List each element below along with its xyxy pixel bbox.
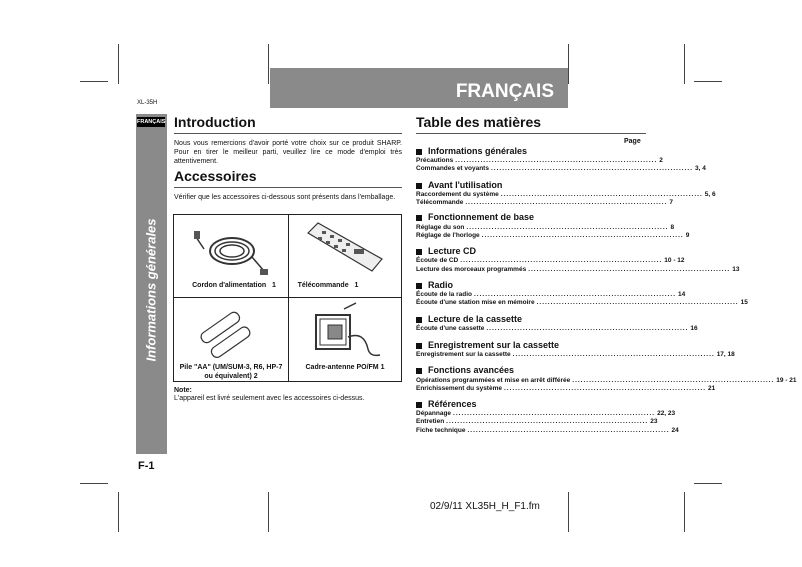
crop-mark	[268, 44, 269, 84]
model-number: XL-35H	[137, 100, 158, 106]
crop-mark	[684, 44, 685, 84]
toc-entry[interactable]: Enrichissement du système ........................................................................ 21	[416, 385, 716, 392]
divider	[174, 133, 402, 134]
note-text: L'appareil est livré seulement avec les accessoires ci-dessus.	[174, 395, 365, 402]
footer-file-info: 02/9/11 XL35H_H_F1.fm	[430, 501, 540, 512]
toc-section-title: Radio	[416, 280, 453, 290]
toc-section-title: Références	[416, 399, 477, 409]
crop-mark	[118, 492, 119, 532]
crop-mark	[568, 492, 569, 532]
sidebar-section-title: Informations générales	[143, 218, 159, 362]
toc-section-title: Enregistrement sur la cassette	[416, 340, 559, 350]
toc-heading: Table des matières	[416, 114, 542, 130]
toc-entry[interactable]: Précautions ........................................................................ 2	[416, 157, 663, 164]
toc-entry[interactable]: Écoute de la radio ........................................................................ 14	[416, 291, 686, 298]
accessory-label-power-cord: Cordon d'alimentation 1	[192, 282, 276, 289]
toc-entry[interactable]: Entretien ........................................................................ 23	[416, 418, 658, 425]
remote-control-icon	[304, 219, 384, 275]
accessory-label-batteries: Pile "AA" (UM/SUM-3, R6, HP-7 ou équivalent) 2	[179, 364, 283, 380]
loop-antenna-icon	[304, 301, 384, 359]
crop-mark	[694, 483, 722, 484]
toc-entry[interactable]: Réglage de l'horloge ........................................................................ 9	[416, 232, 690, 239]
crop-mark	[684, 492, 685, 532]
toc-section-title: Fonctions avancées	[416, 365, 514, 375]
toc-entry[interactable]: Dépannage ........................................................................ 22, 23	[416, 410, 676, 417]
crop-mark	[568, 44, 569, 84]
power-cord-icon	[194, 221, 274, 281]
toc-entry[interactable]: Fiche technique ........................................................................ 24	[416, 427, 679, 434]
accessory-label-antenna: Cadre-antenne PO/FM 1	[305, 364, 385, 371]
crop-mark	[80, 483, 108, 484]
toc-section-title: Informations générales	[416, 146, 527, 156]
language-banner: FRANÇAIS	[270, 68, 568, 108]
accessories-text: Vérifier que les accessoires ci-dessous sont présents dans l'emballage.	[174, 194, 396, 201]
toc-entry[interactable]: Opérations programmées et mise en arrêt différée ........................................................................ 19 - 21	[416, 377, 797, 384]
crop-mark	[268, 492, 269, 532]
toc-entry[interactable]: Réglage du son ........................................................................ 8	[416, 224, 675, 231]
sidebar-language-tag: FRANÇAIS	[137, 119, 166, 125]
toc-section-title: Fonctionnement de base	[416, 212, 534, 222]
toc-entry[interactable]: Écoute d'une station mise en mémoire ........................................................................ 15	[416, 299, 748, 306]
note-title: Note:	[174, 387, 192, 394]
toc-page-label: Page	[624, 138, 641, 145]
toc-section-title: Avant l'utilisation	[416, 180, 502, 190]
intro-heading: Introduction	[174, 114, 256, 130]
toc-entry[interactable]: Commandes et voyants ........................................................................ 3, 4	[416, 165, 706, 172]
crop-mark	[694, 81, 722, 82]
accessories-heading: Accessoires	[174, 168, 257, 184]
intro-text: Nous vous remercions d'avoir porté votre choix sur ce produit SHARP. Pour en tirer le meilleur parti, veuillez lire ce mode d'emploi très attentivement.	[174, 140, 402, 165]
accessory-label-remote: Télécommande 1	[297, 282, 359, 289]
crop-mark	[80, 81, 108, 82]
toc-entry[interactable]: Écoute de CD ........................................................................ 10 - 12	[416, 257, 685, 264]
toc-section-title: Lecture CD	[416, 246, 476, 256]
toc-section-title: Lecture de la cassette	[416, 314, 522, 324]
crop-mark	[118, 44, 119, 84]
divider	[174, 187, 402, 188]
battery-icon	[196, 309, 266, 359]
divider	[416, 133, 646, 134]
toc-entry[interactable]: Lecture des morceaux programmés ........................................................................ 13	[416, 266, 740, 273]
accessories-table	[173, 214, 402, 382]
toc-entry[interactable]: Écoute d'une cassette ........................................................................ 16	[416, 325, 698, 332]
toc-entry[interactable]: Enregistrement sur la cassette ........................................................................ 17, 18	[416, 351, 735, 358]
page-number: F-1	[138, 460, 155, 472]
toc-entry[interactable]: Raccordement du système ........................................................................ 5, 6	[416, 191, 716, 198]
toc-entry[interactable]: Télécommande ........................................................................ 7	[416, 199, 673, 206]
